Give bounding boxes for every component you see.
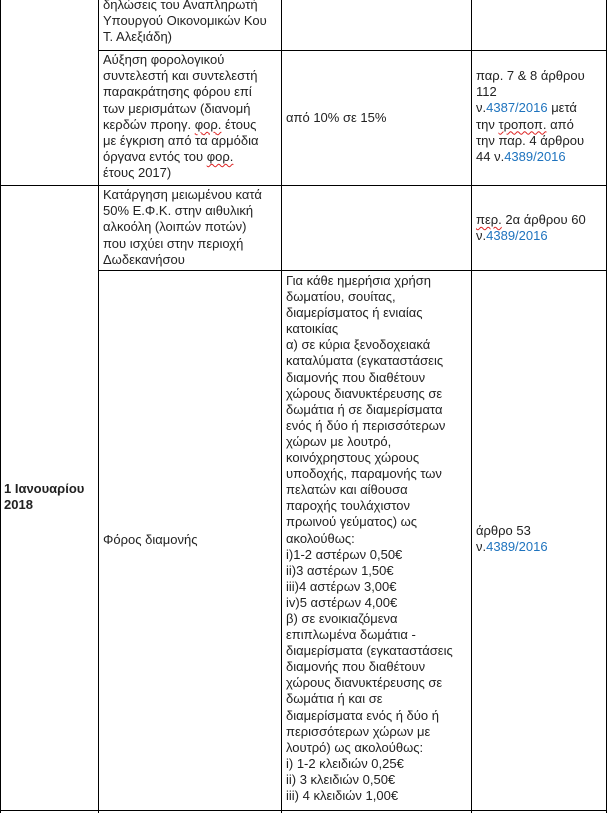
- row-divider: [98, 50, 607, 51]
- text-line: περ. 2α άρθρου 60: [476, 212, 586, 227]
- law-link-4389-2016[interactable]: 4389/2016: [486, 228, 548, 244]
- spellcheck-word: φορ.: [206, 149, 234, 165]
- text-line: όργανα εντός του φορ.: [103, 149, 234, 165]
- date-line: 2018: [4, 497, 33, 513]
- change-value: από 10% σε 15%: [286, 110, 387, 125]
- text-line: ακολούθως:: [286, 530, 355, 546]
- text-line: Αύξηση φορολογικού: [103, 52, 225, 67]
- text-line: λουτρό) ως ακολούθως:: [286, 739, 424, 755]
- date-line: 1 Ιανουαρίου: [4, 481, 85, 496]
- text-line: επιπλωμένα δωμάτια -: [286, 627, 416, 643]
- text-line: διαμερίσματα (εγκαταστάσεις: [286, 643, 453, 659]
- text-line: την τροποπ. από: [476, 116, 574, 132]
- text-line: χώρων με λουτρό,: [286, 433, 392, 449]
- text-line: ν.4389/2016: [476, 228, 548, 244]
- text-line: 50% Ε.Φ.Κ. στην αιθυλική: [103, 203, 254, 219]
- text-line: Υπουργού Οικονομικών Κου: [103, 13, 267, 29]
- date-cell: [4, 481, 84, 513]
- text-line: ii)3 αστέρων 1,50€: [286, 562, 394, 578]
- stay-tax-law-reference: [476, 523, 548, 555]
- dividend-description: [103, 52, 259, 182]
- text-line: ενός ή δύο ή περισσότερων: [286, 417, 446, 433]
- text-line: iii) 4 κλειδιών 1,00€: [286, 788, 399, 803]
- text-line: κατοικίας: [286, 321, 339, 337]
- text-line: Δωδεκανήσου: [103, 251, 185, 267]
- text-line: διαμερίσματα ενός ή δύο ή: [286, 707, 439, 723]
- spellcheck-word: περ.: [476, 212, 502, 227]
- text-line: την παρ. 4 άρθρου: [476, 132, 585, 148]
- text-line: Φόρος διαμονής: [103, 532, 198, 547]
- text-line: συντελεστή και συντελεστή: [103, 68, 258, 84]
- top-row-description: [103, 0, 267, 46]
- text-line: άρθρο 53: [476, 523, 531, 538]
- text-line: 112: [476, 84, 497, 100]
- text-line: i) 1-2 κλειδιών 0,25€: [286, 755, 404, 771]
- text-line: iv)5 αστέρων 4,00€: [286, 594, 398, 610]
- text-line: β) σε ενοικιαζόμενα: [286, 610, 398, 626]
- text-line: δωμάτια ή και σε: [286, 691, 383, 707]
- law-link-4389-2016[interactable]: 4389/2016: [486, 539, 548, 555]
- text-line: διαμονής που διαθέτουν: [286, 369, 426, 385]
- spellcheck-word: φορ.: [194, 116, 222, 132]
- text-line: δηλώσεις του Αναπληρωτή: [103, 0, 258, 12]
- dividend-change: [286, 110, 386, 126]
- text-line: αλκοόλη (λοιπών ποτών): [103, 219, 247, 235]
- alcohol-description: [103, 187, 262, 268]
- text-line: καταλύματα (εγκαταστάσεις: [286, 353, 444, 369]
- text-line: α) σε κύρια ξενοδοχειακά: [286, 337, 431, 353]
- table-border-col2: [281, 0, 282, 813]
- text-line: i)1-2 αστέρων 0,50€: [286, 546, 403, 562]
- text-line: ν.4387/2016 μετά: [476, 100, 577, 116]
- table-border-left: [0, 0, 1, 813]
- text-line: παρακράτησης φόρου επί: [103, 84, 252, 100]
- text-line: Για κάθε ημερήσια χρήση: [286, 273, 431, 288]
- dividend-law-reference: [476, 68, 585, 165]
- text-line: κερδών προηγ. φορ. έτους: [103, 116, 257, 132]
- text-line: χώρους διανυκτέρευσης σε: [286, 675, 443, 691]
- text-line: πελατών και αίθουσα: [286, 482, 408, 498]
- text-line: πρωινού γεύματος) ως: [286, 514, 418, 530]
- text-line: περισσότερων χώρων με: [286, 723, 431, 739]
- text-line: ν.4389/2016: [476, 539, 548, 555]
- text-line: των μερισμάτων (διανομή: [103, 100, 251, 116]
- text-line: Τ. Αλεξιάδη): [103, 29, 173, 45]
- stay-tax-details: [286, 273, 453, 804]
- text-line: έτους 2017): [103, 165, 172, 181]
- spellcheck-word: τροποπ.: [498, 116, 547, 132]
- text-line: υποδοχής, παραμονής των: [286, 466, 442, 482]
- law-link-4389-2016[interactable]: 4389/2016: [504, 149, 566, 165]
- text-line: διαμονής που διαθέτουν: [286, 659, 426, 675]
- text-line: παρ. 7 & 8 άρθρου: [476, 68, 585, 83]
- row-divider: [0, 810, 607, 811]
- text-line: κοινόχρηστους χώρους: [286, 450, 420, 466]
- text-line: παροχής τουλάχιστον: [286, 498, 411, 514]
- alcohol-law-reference: [476, 212, 586, 244]
- law-link-4387-2016[interactable]: 4387/2016: [486, 100, 548, 116]
- stay-tax-name: [103, 532, 197, 548]
- table-border-col3: [471, 0, 472, 813]
- text-line: iii)4 αστέρων 3,00€: [286, 578, 397, 594]
- text-line: που ισχύει στην περιοχή: [103, 235, 244, 251]
- text-line: ii) 3 κλειδιών 0,50€: [286, 771, 396, 787]
- text-line: 44 ν.4389/2016: [476, 149, 566, 165]
- text-line: Κατάργηση μειωμένου κατά: [103, 187, 262, 202]
- text-line: δωμάτια ή σε διαμερίσματα: [286, 401, 443, 417]
- text-line: χώρους διανυκτέρευσης σε: [286, 385, 443, 401]
- row-divider: [98, 270, 607, 271]
- text-line: διαμερίσματος ή ενιαίας: [286, 305, 423, 321]
- row-divider: [0, 185, 607, 186]
- table-border-col1: [98, 0, 99, 813]
- text-line: με έγκριση από τα αρμόδια: [103, 133, 259, 149]
- text-line: δωματίου, σουίτας,: [286, 289, 396, 305]
- table-border-right: [606, 0, 607, 813]
